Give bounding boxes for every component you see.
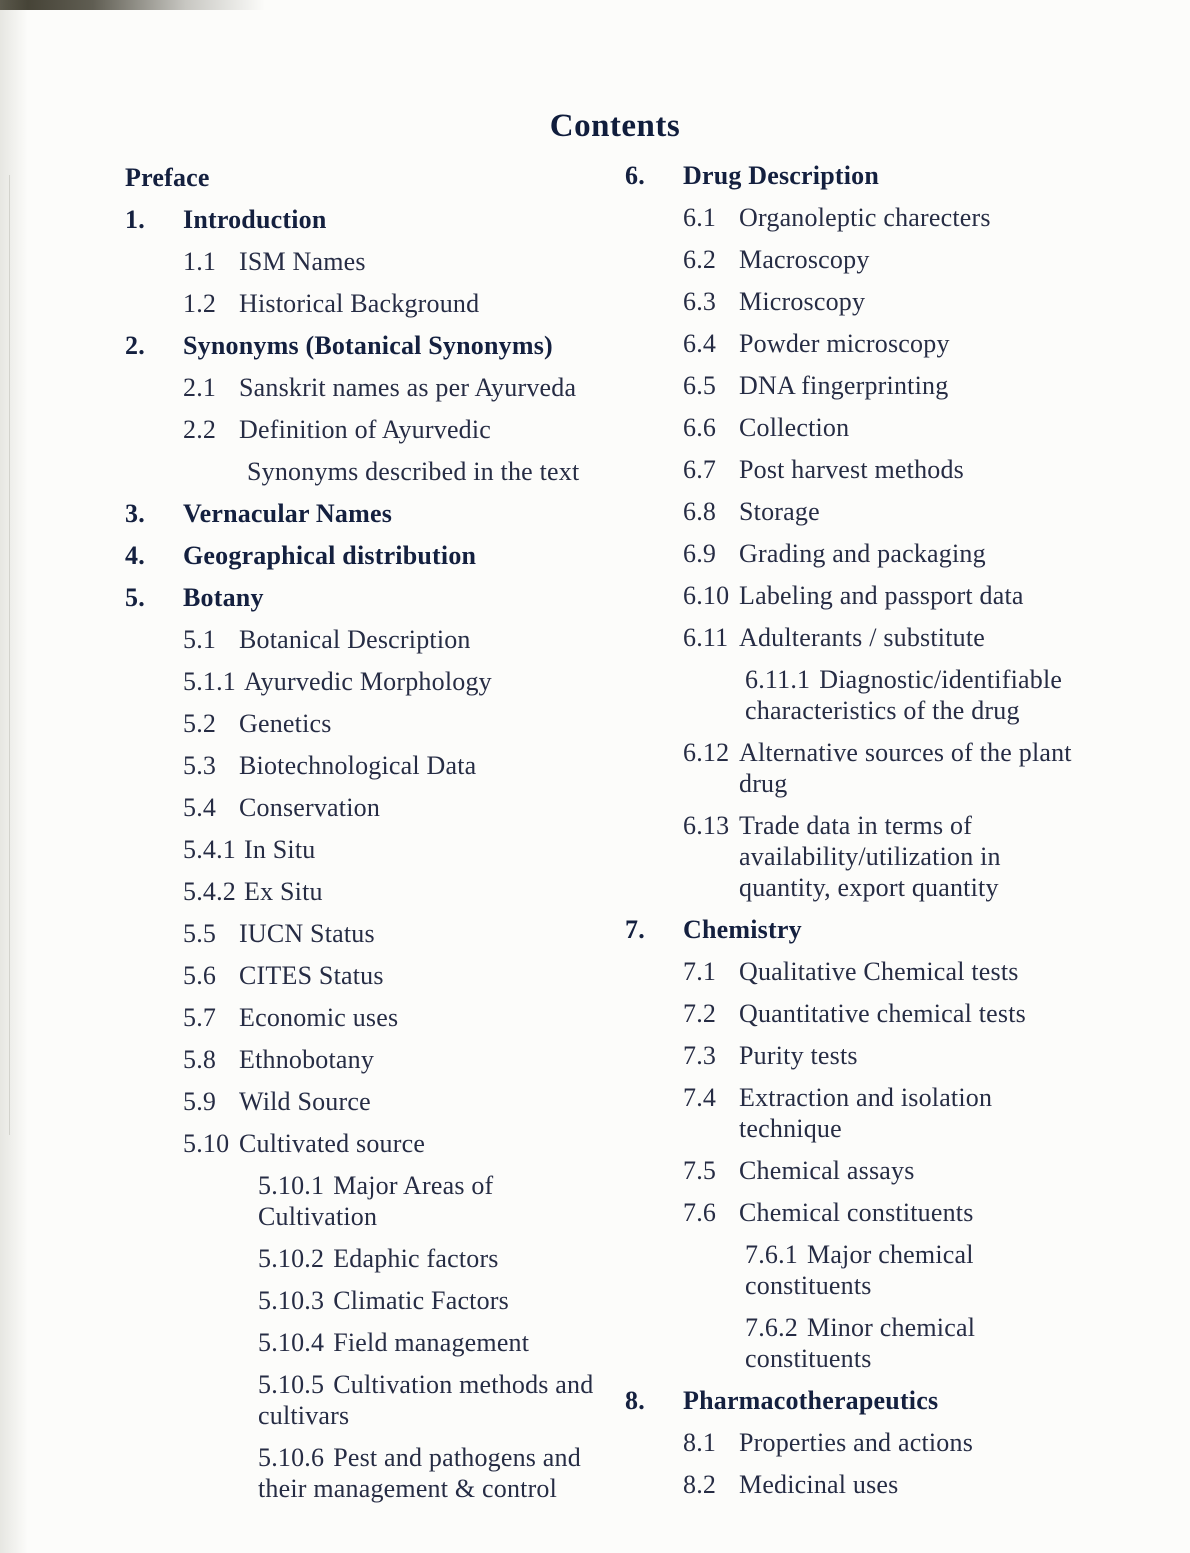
toc-entry-label: Synonyms described in the text (247, 457, 580, 486)
toc-entry-number: 6.2 (683, 245, 717, 274)
toc-entry-label: Drug Description (683, 161, 880, 190)
toc-entry-label: Geographical distribution (183, 541, 477, 570)
toc-entry (625, 580, 1105, 611)
toc-entry-number: 6.5 (683, 371, 717, 400)
toc-entry (125, 1002, 630, 1033)
toc-entry-label: Chemical assays (739, 1156, 915, 1185)
toc-entry (625, 737, 1105, 799)
toc-entry-number: 7.6.1 (745, 1240, 798, 1269)
toc-entry-label: their management & control (258, 1474, 558, 1503)
toc-entry-number: 6.6 (683, 413, 717, 442)
toc-entry-number: 5. (125, 583, 145, 612)
toc-entry (125, 1170, 630, 1232)
toc-entry-label: Macroscopy (739, 245, 870, 274)
toc-entry-number: 6.1 (683, 203, 717, 232)
toc-entry-label: Field management (333, 1328, 530, 1357)
toc-entry-label: ISM Names (239, 247, 366, 276)
toc-entry-number: 8.1 (683, 1428, 717, 1457)
toc-entry-label: Vernacular Names (183, 499, 393, 528)
page-title: Contents (549, 108, 681, 144)
toc-entry-number: 1. (125, 205, 145, 234)
toc-entry (125, 1285, 630, 1316)
toc-entry-number: 2. (125, 331, 145, 360)
toc-entry (125, 834, 630, 865)
toc-entry (125, 582, 630, 613)
scan-left-shadow (0, 0, 28, 1553)
toc-entry (625, 1197, 1105, 1228)
toc-entry-number: 6.12 (683, 738, 730, 767)
toc-entry-label: Ayurvedic Morphology (244, 667, 492, 696)
toc-entry-number: 1.2 (183, 289, 217, 318)
toc-entry (625, 956, 1105, 987)
toc-entry (125, 1044, 630, 1075)
toc-entry (625, 1155, 1105, 1186)
toc-entry-label: Botanical Description (239, 625, 471, 654)
toc-entry-number: 6.7 (683, 455, 717, 484)
toc-entry-number: 6.13 (683, 811, 730, 840)
toc-entry-label: Trade data in terms of availability/utilization in quantity, export quantity (739, 811, 1001, 902)
toc-entry-label: Collection (739, 413, 850, 442)
toc-entry-number: 3. (125, 499, 145, 528)
toc-entry-label: CITES Status (239, 961, 384, 990)
toc-entry (625, 664, 1105, 726)
toc-entry (125, 204, 630, 235)
toc-entry-label: characteristics of the drug (745, 696, 1020, 725)
toc-entry-number: 5.10.2 (258, 1244, 325, 1273)
toc-entry-label: Medicinal uses (739, 1470, 899, 1499)
toc-entry (625, 914, 1105, 945)
scan-fold-line (9, 175, 10, 1135)
toc-entry (125, 1243, 630, 1274)
toc-entry (625, 1239, 1105, 1301)
toc-entry-number: 1.1 (183, 247, 217, 276)
toc-entry-number: 7.6.2 (745, 1313, 798, 1342)
toc-entry (125, 288, 630, 319)
toc-entry-label: Ex Situ (244, 877, 323, 906)
toc-entry-label: Post harvest methods (739, 455, 964, 484)
toc-entry (625, 370, 1105, 401)
toc-entry-label: Wild Source (239, 1087, 371, 1116)
toc-entry-label: Major chemical (807, 1240, 974, 1269)
toc-entry-number: 7.2 (683, 999, 717, 1028)
toc-entry (125, 1128, 630, 1159)
toc-entry (625, 1427, 1105, 1458)
toc-entry-label: Conservation (239, 793, 381, 822)
toc-entry-number: 6.3 (683, 287, 717, 316)
toc-entry-label: Grading and packaging (739, 539, 986, 568)
toc-entry-number: 6.11.1 (745, 665, 811, 694)
toc-entry (125, 708, 630, 739)
toc-entry-label: Definition of Ayurvedic (239, 415, 492, 444)
toc-entry-label: Labeling and passport data (739, 581, 1024, 610)
toc-entry-label: IUCN Status (239, 919, 375, 948)
toc-entry-number: 7.1 (683, 957, 717, 986)
toc-entry-number: 6.11 (683, 623, 729, 652)
toc-entry-label: Synonyms (Botanical Synonyms) (183, 331, 553, 360)
toc-entry-label: Pest and pathogens and (333, 1443, 581, 1472)
toc-entry-number: 5.10.3 (258, 1286, 325, 1315)
toc-entry (625, 328, 1105, 359)
toc-entry-label: Sanskrit names as per Ayurveda (239, 373, 577, 402)
toc-entry-label: Extraction and isolation technique (739, 1083, 993, 1143)
toc-entry-number: 5.2 (183, 709, 217, 738)
toc-entry-label: Cultivation methods and (333, 1370, 594, 1399)
toc-entry (125, 750, 630, 781)
toc-entry (625, 244, 1105, 275)
toc-entry-number: 7.5 (683, 1156, 717, 1185)
toc-entry-number: 2.1 (183, 373, 217, 402)
toc-entry (125, 414, 630, 445)
toc-entry (625, 202, 1105, 233)
toc-entry (125, 162, 630, 193)
toc-entry (625, 286, 1105, 317)
toc-entry-number: 5.1.1 (183, 667, 236, 696)
toc-entry (125, 1327, 630, 1358)
toc-entry-label: Chemical constituents (739, 1198, 974, 1227)
toc-entry (625, 998, 1105, 1029)
toc-entry-number: 5.7 (183, 1003, 217, 1032)
toc-entry (125, 246, 630, 277)
toc-entry-label: cultivars (258, 1401, 350, 1430)
toc-entry-number: 6. (625, 161, 645, 190)
toc-entry-label: Cultivated source (239, 1129, 426, 1158)
toc-entry-number: 5.9 (183, 1087, 217, 1116)
toc-entry (125, 960, 630, 991)
toc-entry-label: Storage (739, 497, 820, 526)
toc-entry (625, 810, 1105, 903)
toc-entry (125, 876, 630, 907)
toc-entry-label: Pharmacotherapeutics (683, 1386, 939, 1415)
toc-entry-label: Purity tests (739, 1041, 858, 1070)
toc-entry (125, 666, 630, 697)
toc-entry-number: 6.4 (683, 329, 717, 358)
toc-entry (125, 1086, 630, 1117)
toc-entry (125, 456, 630, 487)
toc-entry (125, 498, 630, 529)
toc-entry-number: 5.8 (183, 1045, 217, 1074)
toc-entry (625, 622, 1105, 653)
toc-entry (625, 412, 1105, 443)
toc-entry (625, 538, 1105, 569)
toc-entry-label: DNA fingerprinting (739, 371, 949, 400)
toc-entry-number: 7.3 (683, 1041, 717, 1070)
toc-entry (625, 1469, 1105, 1500)
toc-entry-label: Minor chemical (807, 1313, 976, 1342)
toc-entry-label: Alternative sources of the plant drug (739, 738, 1072, 798)
toc-entry (125, 540, 630, 571)
toc-entry-label: Powder microscopy (739, 329, 950, 358)
toc-entry (625, 1040, 1105, 1071)
toc-entry-label: Preface (125, 163, 210, 192)
toc-entry-number: 5.4.1 (183, 835, 236, 864)
toc-entry-number: 5.10.5 (258, 1370, 325, 1399)
toc-entry-number: 7.6 (683, 1198, 717, 1227)
toc-entry-label: Edaphic factors (333, 1244, 499, 1273)
toc-entry-number: 6.8 (683, 497, 717, 526)
toc-entry-label: Qualitative Chemical tests (739, 957, 1019, 986)
toc-entry-label: Biotechnological Data (239, 751, 477, 780)
toc-entry-number: 5.5 (183, 919, 217, 948)
toc-entry-number: 5.6 (183, 961, 217, 990)
toc-entry-number: 8. (625, 1386, 645, 1415)
toc-entry-number: 5.10.6 (258, 1443, 325, 1472)
toc-entry-label: Introduction (183, 205, 327, 234)
toc-entry-label: Climatic Factors (333, 1286, 509, 1315)
toc-entry-label: constituents (745, 1271, 872, 1300)
toc-entry-number: 5.4 (183, 793, 217, 822)
toc-entry-number: 5.10.4 (258, 1328, 325, 1357)
toc-entry-number: 7.4 (683, 1083, 717, 1112)
scan-edge-artifact (0, 0, 265, 10)
toc-entry (125, 918, 630, 949)
toc-entry (125, 330, 630, 361)
toc-entry-number: 4. (125, 541, 145, 570)
toc-entry-label: In Situ (244, 835, 316, 864)
toc-entry-label: Microscopy (739, 287, 866, 316)
toc-entry-label: Economic uses (239, 1003, 399, 1032)
toc-entry (125, 1442, 630, 1504)
toc-entry-label: Ethnobotany (239, 1045, 375, 1074)
toc-entry-number: 8.2 (683, 1470, 717, 1499)
toc-entry-label: constituents (745, 1344, 872, 1373)
toc-entry-label: Chemistry (683, 915, 802, 944)
toc-entry-label: Quantitative chemical tests (739, 999, 1026, 1028)
toc-entry (125, 1369, 630, 1431)
toc-entry-label: Major Areas of (333, 1171, 494, 1200)
toc-entry-label: Genetics (239, 709, 332, 738)
toc-entry (125, 372, 630, 403)
toc-entry-label: Diagnostic/identifiable (819, 665, 1063, 694)
toc-entry-number: 5.1 (183, 625, 217, 654)
toc-entry (625, 454, 1105, 485)
toc-entry (625, 1385, 1105, 1416)
toc-entry-number: 6.9 (683, 539, 717, 568)
toc-entry-number: 5.4.2 (183, 877, 236, 906)
toc-entry-number: 7. (625, 915, 645, 944)
toc-entry (625, 1082, 1105, 1144)
toc-entry-label: Adulterants / substitute (739, 623, 985, 652)
toc-entry-number: 2.2 (183, 415, 217, 444)
toc-column-right (625, 160, 1105, 1511)
toc-entry-label: Historical Background (239, 289, 480, 318)
toc-entry (625, 1312, 1105, 1374)
toc-column-left (125, 162, 630, 1515)
toc-entry-label: Cultivation (258, 1202, 378, 1231)
toc-entry (125, 624, 630, 655)
toc-entry-label: Botany (183, 583, 264, 612)
toc-entry-number: 5.10 (183, 1129, 230, 1158)
toc-entry (625, 496, 1105, 527)
toc-entry (125, 792, 630, 823)
toc-entry-number: 5.10.1 (258, 1171, 325, 1200)
toc-entry-number: 6.10 (683, 581, 730, 610)
toc-entry-label: Properties and actions (739, 1428, 974, 1457)
toc-entry-label: Organoleptic charecters (739, 203, 991, 232)
toc-entry (625, 160, 1105, 191)
toc-entry-number: 5.3 (183, 751, 217, 780)
